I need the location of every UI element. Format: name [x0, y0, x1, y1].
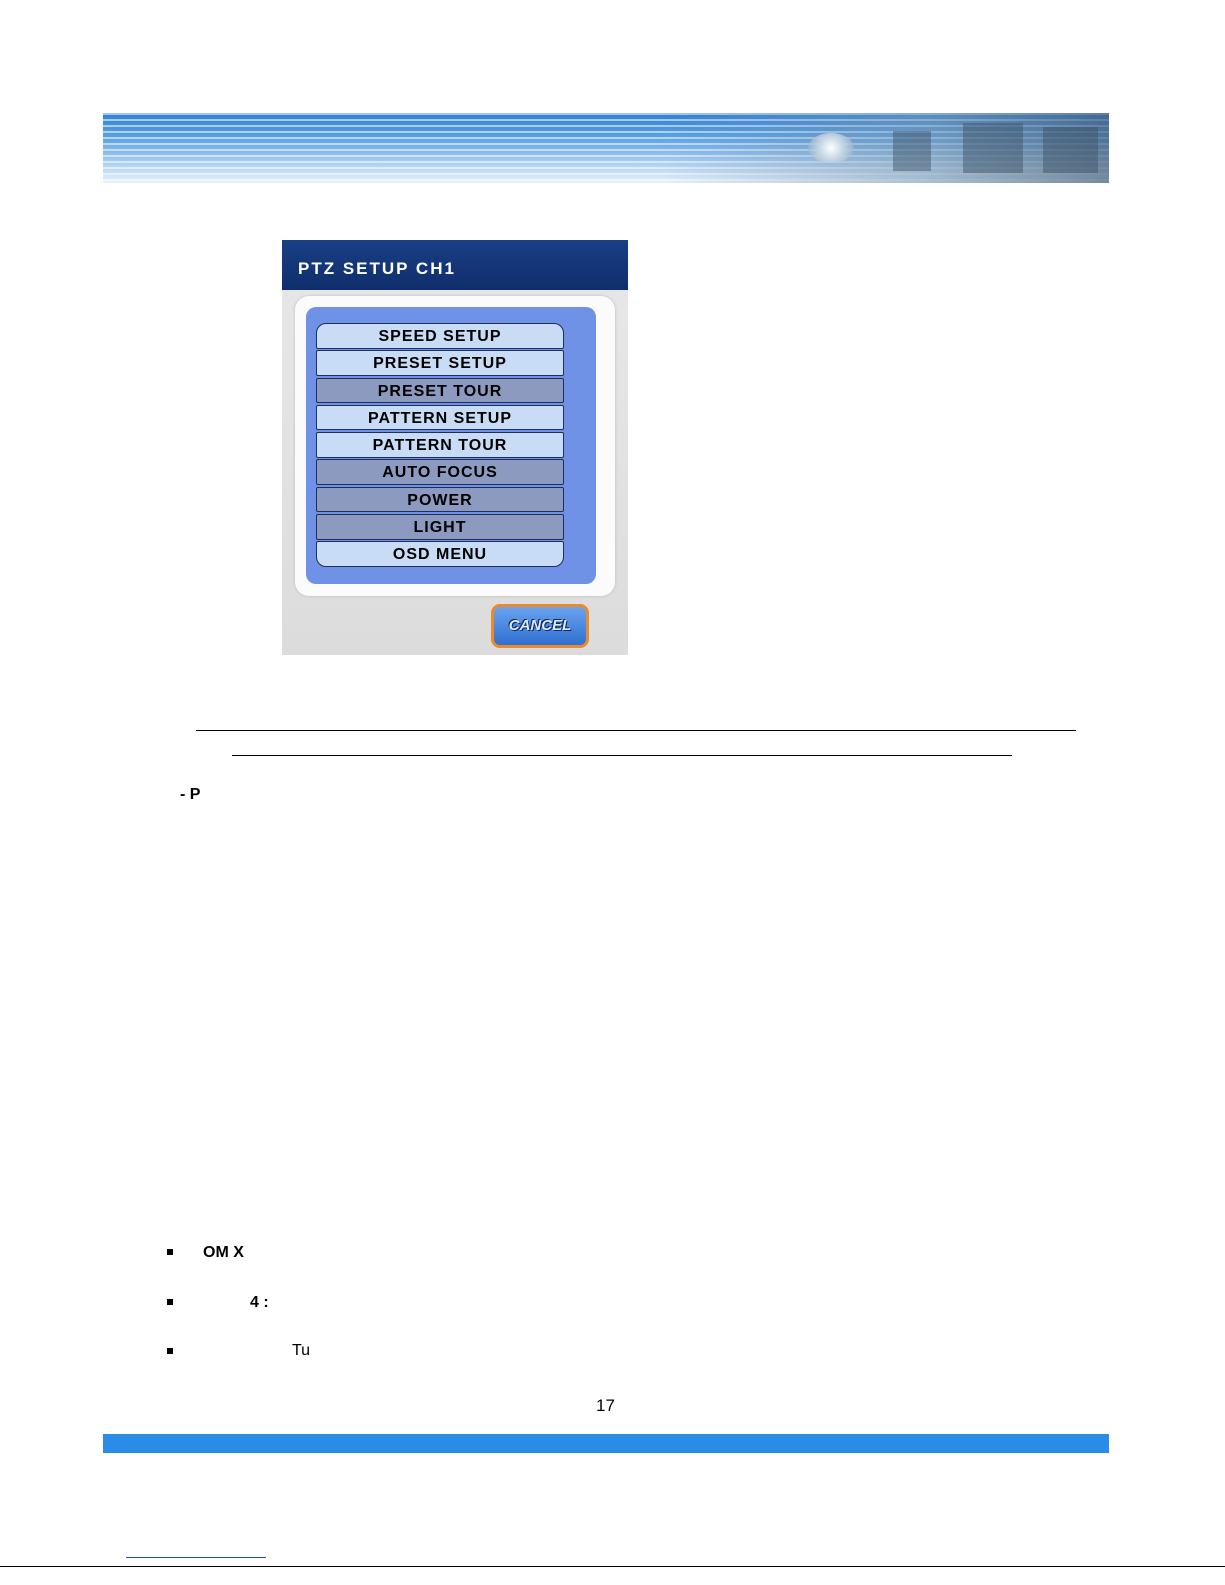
menu-item-light[interactable]: LIGHT	[316, 514, 564, 540]
dash-item-text: - P	[180, 786, 201, 803]
menu-item-pattern-setup[interactable]: PATTERN SETUP	[316, 405, 564, 431]
banner-graphic-block	[963, 123, 1023, 173]
menu-item-pattern-tour[interactable]: PATTERN TOUR	[316, 432, 564, 458]
divider-line	[196, 730, 1076, 731]
bullet-icon	[167, 1348, 173, 1354]
menu-item-preset-setup[interactable]: PRESET SETUP	[316, 350, 564, 376]
banner-graphic-block	[1043, 127, 1098, 173]
menu-item-osd-menu[interactable]: OSD MENU	[316, 541, 564, 567]
banner-photo-fade	[659, 113, 1109, 183]
footer-bar	[103, 1434, 1109, 1453]
ptz-setup-dialog	[282, 240, 628, 655]
page-number: 17	[596, 1396, 615, 1415]
bullet-item-text: Tu	[292, 1342, 311, 1359]
menu-item-speed-setup[interactable]: SPEED SETUP	[316, 323, 564, 349]
dialog-title: PTZ SETUP CH1	[282, 240, 628, 290]
camera-lens-graphic	[808, 133, 854, 163]
bullet-item-text: OM X	[203, 1244, 244, 1261]
cancel-button[interactable]: CANCEL	[491, 604, 589, 648]
divider-line	[232, 755, 1012, 756]
menu-item-power[interactable]: POWER	[316, 487, 564, 513]
banner-graphic-block	[893, 131, 931, 171]
bottom-rule	[0, 1566, 1225, 1567]
header-banner	[103, 113, 1109, 183]
menu-item-preset-tour[interactable]: PRESET TOUR	[316, 378, 564, 404]
ptz-menu-list	[316, 323, 564, 569]
dash-item	[180, 786, 200, 804]
bullet-icon	[167, 1299, 173, 1305]
menu-item-auto-focus[interactable]: AUTO FOCUS	[316, 459, 564, 485]
bullet-icon	[167, 1249, 173, 1255]
bullet-item-text: 4 :	[250, 1294, 269, 1311]
bottom-link-underline	[126, 1557, 266, 1558]
